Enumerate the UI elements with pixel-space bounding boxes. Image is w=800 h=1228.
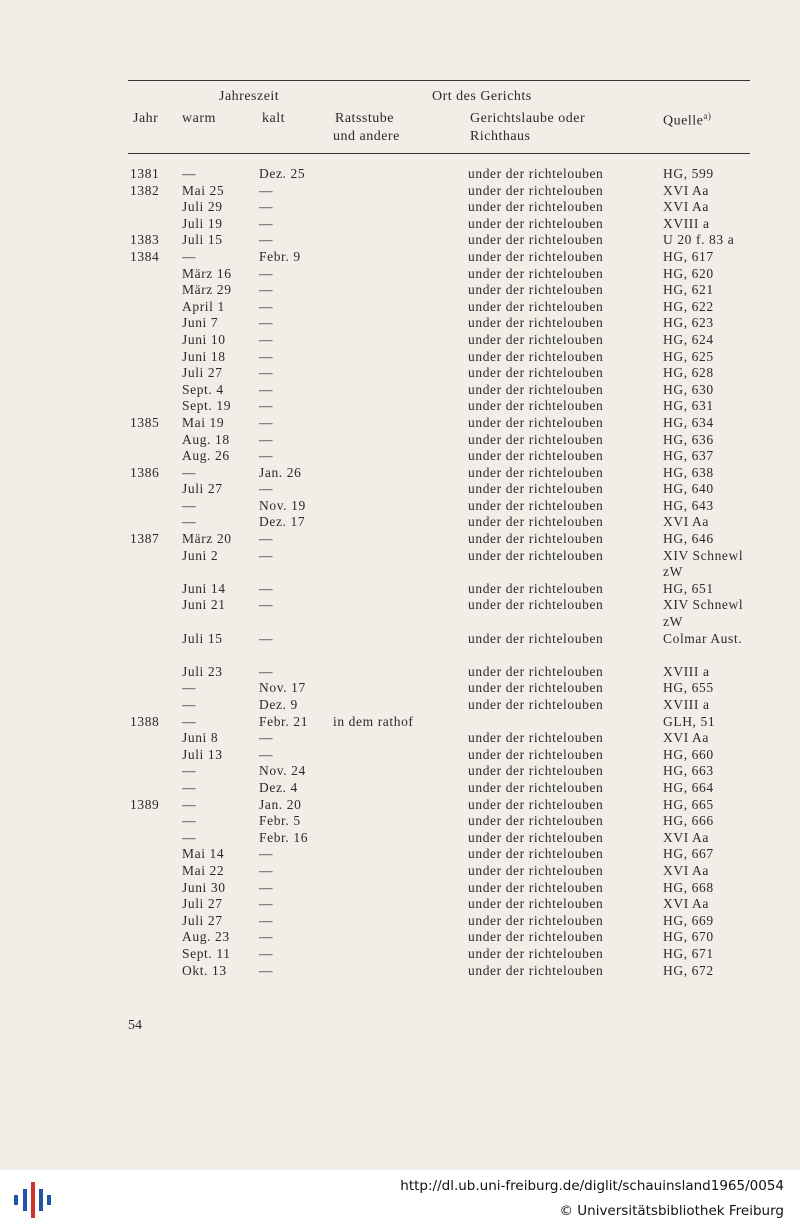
table-row (0, 315, 800, 332)
cell-quelle: HG, 667 (663, 846, 714, 862)
cell-quelle: HG, 620 (663, 265, 714, 281)
table-row (0, 465, 800, 482)
cell-gerichtslaube: under der richtelouben (468, 945, 604, 961)
cell-quelle: HG, 664 (663, 779, 714, 795)
table-row (0, 349, 800, 366)
cell-warm: Juli 27 (182, 365, 223, 381)
table-row (0, 398, 800, 415)
table-row (0, 448, 800, 465)
cell-quelle: XVI Aa (663, 730, 709, 746)
cell-quelle: XVI Aa (663, 829, 709, 845)
table-row (0, 498, 800, 515)
table-row (0, 631, 800, 664)
table-row (0, 846, 800, 863)
cell-quelle: XIV Schnewl zW (663, 597, 744, 630)
cell-kalt: — (259, 381, 274, 397)
cell-quelle: XVI Aa (663, 199, 709, 215)
table-top-rule (128, 80, 750, 81)
cell-kalt: Dez. 9 (259, 697, 298, 712)
cell-kalt: — (259, 199, 274, 215)
table-row (0, 730, 800, 747)
cell-kalt: Febr. 16 (259, 829, 309, 845)
cell-warm: — (182, 813, 197, 829)
court-dates-table (0, 166, 800, 979)
cell-quelle: GLH, 51 (663, 713, 716, 729)
table-row (0, 797, 800, 814)
cell-kalt: — (259, 448, 274, 464)
cell-quelle: HG, 666 (663, 813, 714, 829)
cell-warm: — (182, 829, 197, 845)
cell-gerichtslaube: under der richtelouben (468, 182, 604, 198)
table-row (0, 929, 800, 946)
table-row (0, 780, 800, 797)
cell-gerichtslaube: under der richtelouben (468, 547, 604, 563)
table-row (0, 232, 800, 249)
header-ort-des-gerichts: Ort des Gerichts (432, 89, 532, 104)
header-quelle (663, 111, 711, 130)
cell-kalt: — (259, 215, 274, 231)
cell-warm: Juni 7 (182, 315, 219, 331)
table-row (0, 863, 800, 880)
cell-gerichtslaube: under der richtelouben (468, 779, 604, 795)
cell-quelle: XVI Aa (663, 514, 709, 530)
cell-gerichtslaube: under der richtelouben (468, 663, 604, 679)
cell-gerichtslaube: under der richtelouben (468, 630, 604, 646)
cell-kalt: Dez. 4 (259, 779, 298, 795)
cell-kalt: Febr. 5 (259, 813, 301, 829)
cell-kalt: Dez. 17 (259, 514, 306, 530)
table-row (0, 664, 800, 681)
cell-gerichtslaube: under der richtelouben (468, 531, 604, 547)
cell-quelle: HG, 651 (663, 580, 714, 596)
cell-gerichtslaube: under der richtelouben (468, 962, 604, 978)
cell-quelle: HG, 624 (663, 331, 714, 347)
cell-quelle: HG, 640 (663, 481, 714, 497)
cell-warm: Juli 23 (182, 663, 223, 679)
table-header-rule (128, 153, 750, 154)
cell-jahr: 1385 (130, 414, 160, 430)
cell-gerichtslaube: under der richtelouben (468, 431, 604, 447)
cell-gerichtslaube: under der richtelouben (468, 746, 604, 762)
cell-kalt: — (259, 315, 274, 331)
cell-warm: — (182, 514, 197, 530)
cell-jahr: 1388 (130, 713, 160, 729)
table-row (0, 913, 800, 930)
cell-warm: Juli 27 (182, 896, 223, 912)
cell-kalt: — (259, 331, 274, 347)
cell-warm: Juli 27 (182, 481, 223, 497)
cell-kalt: Febr. 9 (259, 248, 301, 264)
header-kalt: kalt (262, 111, 285, 126)
cell-kalt: — (259, 663, 274, 679)
cell-kalt: — (259, 298, 274, 314)
cell-warm: Mai 25 (182, 182, 225, 198)
cell-warm: Juni 18 (182, 348, 226, 364)
cell-gerichtslaube: under der richtelouben (468, 315, 604, 331)
cell-quelle: HG, 634 (663, 414, 714, 430)
table-row (0, 763, 800, 780)
cell-gerichtslaube: under der richtelouben (468, 365, 604, 381)
cell-quelle: XVI Aa (663, 862, 709, 878)
header-richthaus: Richthaus (470, 129, 531, 144)
table-row (0, 382, 800, 399)
table-row (0, 714, 800, 731)
cell-quelle: HG, 643 (663, 497, 714, 513)
table-row (0, 299, 800, 316)
cell-gerichtslaube: under der richtelouben (468, 414, 604, 430)
cell-jahr: 1383 (130, 232, 160, 248)
cell-warm: Aug. 23 (182, 929, 230, 945)
cell-quelle: HG, 638 (663, 464, 714, 480)
cell-quelle: Colmar Aust. (663, 630, 743, 646)
cell-kalt: Jan. 20 (259, 796, 302, 812)
cell-warm: — (182, 680, 197, 696)
cell-jahr: 1384 (130, 248, 160, 264)
page-number: 54 (128, 1018, 142, 1033)
cell-gerichtslaube: under der richtelouben (468, 580, 604, 596)
cell-quelle: HG, 636 (663, 431, 714, 447)
cell-quelle: HG, 668 (663, 879, 714, 895)
cell-warm: Juni 2 (182, 547, 219, 563)
cell-gerichtslaube: under der richtelouben (468, 215, 604, 231)
cell-gerichtslaube: under der richtelouben (468, 514, 604, 530)
table-row (0, 946, 800, 963)
table-row (0, 199, 800, 216)
cell-quelle: HG, 599 (663, 166, 714, 181)
cell-warm: Juli 13 (182, 746, 223, 762)
table-row (0, 680, 800, 697)
cell-gerichtslaube: under der richtelouben (468, 166, 604, 181)
cell-gerichtslaube: under der richtelouben (468, 763, 604, 779)
cell-kalt: — (259, 182, 274, 198)
cell-warm: Juli 15 (182, 232, 223, 248)
cell-warm: Sept. 4 (182, 381, 224, 397)
cell-kalt: — (259, 348, 274, 364)
cell-gerichtslaube: under der richtelouben (468, 298, 604, 314)
cell-kalt: — (259, 531, 274, 547)
header-quelle-footnote: a) (703, 111, 712, 121)
cell-gerichtslaube: under der richtelouben (468, 813, 604, 829)
cell-warm: März 20 (182, 531, 232, 547)
cell-kalt: — (259, 746, 274, 762)
cell-quelle: HG, 663 (663, 763, 714, 779)
cell-warm: März 16 (182, 265, 232, 281)
cell-gerichtslaube: under der richtelouben (468, 829, 604, 845)
cell-quelle: XVIII a (663, 697, 710, 712)
header-und-andere: und andere (333, 129, 400, 144)
table-row (0, 266, 800, 283)
cell-kalt: — (259, 580, 274, 596)
cell-gerichtslaube: under der richtelouben (468, 481, 604, 497)
cell-kalt: — (259, 912, 274, 928)
cell-warm: März 29 (182, 282, 232, 298)
cell-kalt: — (259, 481, 274, 497)
cell-jahr: 1387 (130, 531, 160, 547)
viewer-footer (0, 1170, 800, 1228)
header-jahr: Jahr (133, 111, 159, 126)
cell-kalt: Dez. 25 (259, 166, 306, 181)
cell-kalt: Nov. 17 (259, 680, 306, 696)
cell-kalt: — (259, 431, 274, 447)
cell-quelle: XVIII a (663, 663, 710, 679)
cell-kalt: Nov. 19 (259, 497, 306, 513)
cell-gerichtslaube: under der richtelouben (468, 497, 604, 513)
cell-quelle: U 20 f. 83 a (663, 232, 735, 248)
cell-gerichtslaube: under der richtelouben (468, 879, 604, 895)
permalink-url[interactable]: http://dl.ub.uni-freiburg.de/diglit/schauinsland1965/0054 (400, 1178, 784, 1194)
cell-warm: Okt. 13 (182, 962, 227, 978)
table-row (0, 432, 800, 449)
cell-gerichtslaube: under der richtelouben (468, 199, 604, 215)
cell-quelle: XVI Aa (663, 896, 709, 912)
table-row (0, 365, 800, 382)
table-row (0, 813, 800, 830)
cell-warm: Juni 8 (182, 730, 219, 746)
cell-quelle: HG, 672 (663, 962, 714, 978)
table-row (0, 581, 800, 598)
cell-kalt: — (259, 547, 274, 563)
header-warm: warm (182, 111, 216, 126)
table-row (0, 963, 800, 980)
cell-kalt: — (259, 232, 274, 248)
table-row (0, 830, 800, 847)
cell-warm: Sept. 11 (182, 945, 231, 961)
cell-quelle: HG, 630 (663, 381, 714, 397)
cell-gerichtslaube: under der richtelouben (468, 697, 604, 712)
cell-kalt: Jan. 26 (259, 464, 302, 480)
cell-ratsstube: in dem rathof (333, 713, 414, 729)
cell-kalt: — (259, 398, 274, 414)
cell-warm: Juni 21 (182, 597, 226, 613)
cell-kalt: — (259, 630, 274, 646)
table-row (0, 183, 800, 200)
cell-jahr: 1382 (130, 182, 160, 198)
cell-warm: — (182, 779, 197, 795)
table-row (0, 896, 800, 913)
cell-quelle: HG, 622 (663, 298, 714, 314)
cell-gerichtslaube: under der richtelouben (468, 796, 604, 812)
cell-quelle: XIV Schnewl zW (663, 547, 744, 580)
cell-kalt: Febr. 21 (259, 713, 309, 729)
cell-gerichtslaube: under der richtelouben (468, 846, 604, 862)
table-row (0, 481, 800, 498)
cell-jahr: 1386 (130, 464, 160, 480)
ub-freiburg-logo-icon (12, 1180, 52, 1220)
cell-gerichtslaube: under der richtelouben (468, 862, 604, 878)
cell-warm: April 1 (182, 298, 225, 314)
cell-quelle: HG, 617 (663, 248, 714, 264)
cell-warm: — (182, 697, 197, 712)
cell-kalt: — (259, 896, 274, 912)
table-row (0, 216, 800, 233)
table-row (0, 531, 800, 548)
cell-gerichtslaube: under der richtelouben (468, 398, 604, 414)
cell-jahr: 1381 (130, 166, 160, 181)
cell-kalt: — (259, 730, 274, 746)
cell-gerichtslaube: under der richtelouben (468, 348, 604, 364)
cell-warm: Juli 15 (182, 630, 223, 646)
table-row (0, 415, 800, 432)
cell-kalt: — (259, 365, 274, 381)
cell-warm: Juli 29 (182, 199, 223, 215)
cell-warm: — (182, 763, 197, 779)
cell-quelle: HG, 665 (663, 796, 714, 812)
cell-kalt: — (259, 414, 274, 430)
cell-gerichtslaube: under der richtelouben (468, 597, 604, 613)
cell-gerichtslaube: under der richtelouben (468, 331, 604, 347)
table-row (0, 332, 800, 349)
cell-quelle: HG, 631 (663, 398, 714, 414)
table-row (0, 282, 800, 299)
table-row (0, 747, 800, 764)
header-quelle-label: Quelle (663, 113, 704, 129)
cell-quelle: HG, 623 (663, 315, 714, 331)
cell-quelle: XVI Aa (663, 182, 709, 198)
cell-quelle: XVIII a (663, 215, 710, 231)
cell-gerichtslaube: under der richtelouben (468, 912, 604, 928)
cell-quelle: HG, 669 (663, 912, 714, 928)
cell-warm: Aug. 18 (182, 431, 230, 447)
copyright-notice: © Universitätsbibliothek Freiburg (559, 1203, 784, 1219)
cell-warm: Juni 10 (182, 331, 226, 347)
cell-quelle: HG, 670 (663, 929, 714, 945)
cell-quelle: HG, 655 (663, 680, 714, 696)
cell-jahr: 1389 (130, 796, 160, 812)
cell-gerichtslaube: under der richtelouben (468, 381, 604, 397)
cell-kalt: — (259, 929, 274, 945)
cell-quelle: HG, 621 (663, 282, 714, 298)
cell-kalt: — (259, 282, 274, 298)
cell-gerichtslaube: under der richtelouben (468, 448, 604, 464)
cell-warm: Juni 14 (182, 580, 226, 596)
cell-warm: Sept. 19 (182, 398, 232, 414)
cell-quelle: HG, 625 (663, 348, 714, 364)
cell-quelle: HG, 660 (663, 746, 714, 762)
header-ratsstube: Ratsstube (335, 111, 394, 126)
cell-gerichtslaube: under der richtelouben (468, 248, 604, 264)
cell-kalt: — (259, 265, 274, 281)
table-row (0, 697, 800, 714)
cell-warm: — (182, 497, 197, 513)
cell-warm: — (182, 713, 197, 729)
table-row (0, 597, 800, 630)
cell-gerichtslaube: under der richtelouben (468, 730, 604, 746)
cell-quelle: HG, 637 (663, 448, 714, 464)
cell-kalt: — (259, 879, 274, 895)
cell-warm: Mai 22 (182, 862, 225, 878)
cell-gerichtslaube: under der richtelouben (468, 929, 604, 945)
cell-kalt: — (259, 945, 274, 961)
cell-kalt: — (259, 962, 274, 978)
header-gerichtslaube: Gerichtslaube oder (470, 111, 586, 126)
cell-quelle: HG, 628 (663, 365, 714, 381)
header-jahreszeit: Jahreszeit (219, 89, 280, 104)
cell-kalt: — (259, 597, 274, 613)
cell-warm: Juni 30 (182, 879, 226, 895)
cell-gerichtslaube: under der richtelouben (468, 232, 604, 248)
cell-gerichtslaube: under der richtelouben (468, 282, 604, 298)
cell-warm: Mai 19 (182, 414, 225, 430)
cell-warm: — (182, 166, 197, 181)
table-row (0, 249, 800, 266)
table-row (0, 514, 800, 531)
cell-warm: Juli 27 (182, 912, 223, 928)
table-row (0, 880, 800, 897)
cell-warm: Aug. 26 (182, 448, 230, 464)
cell-warm: Juli 19 (182, 215, 223, 231)
table-row (0, 548, 800, 581)
cell-gerichtslaube: under der richtelouben (468, 680, 604, 696)
cell-gerichtslaube: under der richtelouben (468, 464, 604, 480)
cell-kalt: Nov. 24 (259, 763, 306, 779)
cell-kalt: — (259, 846, 274, 862)
cell-gerichtslaube: under der richtelouben (468, 265, 604, 281)
table-row (0, 166, 800, 183)
cell-kalt: — (259, 862, 274, 878)
cell-warm: — (182, 796, 197, 812)
cell-quelle: HG, 671 (663, 945, 714, 961)
cell-gerichtslaube: under der richtelouben (468, 896, 604, 912)
cell-warm: — (182, 464, 197, 480)
cell-warm: — (182, 248, 197, 264)
cell-warm: Mai 14 (182, 846, 225, 862)
cell-quelle: HG, 646 (663, 531, 714, 547)
